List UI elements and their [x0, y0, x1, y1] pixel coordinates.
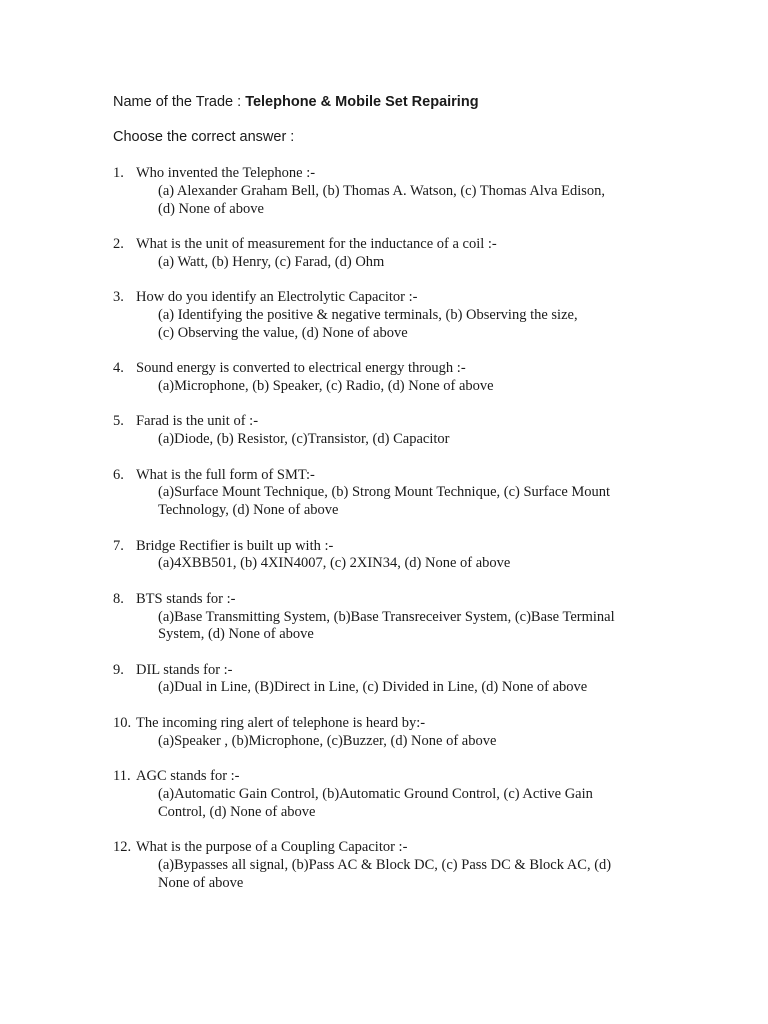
question-item [113, 289, 653, 342]
question-number: 2. [113, 235, 124, 252]
question-number: 1. [113, 165, 124, 181]
question-number: 3. [113, 289, 124, 306]
option-line: (a)4XBB501, (b) 4XIN4007, (c) 2XIN34, (d) None of above [158, 555, 511, 572]
question-options [113, 484, 638, 520]
option-line: (a) Watt, (b) Henry, (c) Farad, (d) Ohm [158, 253, 385, 270]
question-options [113, 307, 638, 343]
question-number: 6. [113, 466, 124, 483]
option-line: None of above [158, 874, 244, 891]
question-text: Bridge Rectifier is built up with :- [136, 537, 334, 554]
option-line: (a)Automatic Gain Control, (b)Automatic Ground Control, (c) Active Gain [158, 785, 593, 802]
question-text: Sound energy is converted to electrical energy through :- [136, 360, 466, 377]
question-item [113, 839, 653, 892]
option-line: Control, (d) None of above [158, 803, 316, 820]
question-options [113, 431, 638, 449]
question-text: What is the purpose of a Coupling Capacitor :- [136, 839, 408, 856]
question-number: 10. [113, 714, 132, 731]
question-number: 12. [113, 839, 132, 856]
question-number: 4. [113, 360, 124, 377]
question-text: The incoming ring alert of telephone is heard by:- [136, 714, 426, 731]
option-line: (d) None of above [158, 200, 264, 217]
option-line: (a)Microphone, (b) Speaker, (c) Radio, (d) None of above [158, 377, 494, 394]
question-text: Who invented the Telephone :- [136, 165, 316, 181]
question-item [113, 467, 653, 520]
option-line: (a)Dual in Line, (B)Direct in Line, (c) Divided in Line, (d) None of above [158, 679, 588, 696]
question-text: DIL stands for :- [136, 661, 233, 678]
question-item [113, 165, 653, 218]
question-text: What is the unit of measurement for the inductance of a coil :- [136, 235, 497, 252]
question-item [113, 360, 653, 396]
question-item [113, 236, 653, 272]
option-line: (a)Base Transmitting System, (b)Base Transreceiver System, (c)Base Terminal [158, 608, 615, 625]
question-options [113, 609, 638, 645]
question-text: What is the full form of SMT:- [136, 466, 315, 483]
question-item [113, 768, 653, 821]
question-number: 9. [113, 661, 124, 678]
question-number: 8. [113, 590, 124, 607]
option-line: (a)Diode, (b) Resistor, (c)Transistor, (d) Capacitor [158, 431, 450, 448]
question-text: Farad is the unit of :- [136, 413, 259, 430]
instruction-text: Choose the correct answer : [113, 129, 295, 145]
question-item [113, 662, 653, 698]
question-text: BTS stands for :- [136, 590, 236, 607]
question-options [113, 857, 638, 893]
option-line: (a)Bypasses all signal, (b)Pass AC & Block DC, (c) Pass DC & Block AC, (d) [158, 856, 612, 873]
question-text: How do you identify an Electrolytic Capacitor :- [136, 289, 418, 306]
question-item [113, 538, 653, 574]
option-line: System, (d) None of above [158, 626, 314, 643]
question-number: 7. [113, 537, 124, 554]
option-line: (a) Identifying the positive & negative terminals, (b) Observing the size, [158, 306, 578, 323]
question-text: AGC stands for :- [136, 768, 240, 785]
question-item [113, 591, 653, 644]
option-line: (a)Surface Mount Technique, (b) Strong Mount Technique, (c) Surface Mount [158, 484, 611, 501]
trade-prefix: Name of the Trade : [113, 94, 246, 110]
question-options [113, 679, 638, 697]
option-line: (c) Observing the value, (d) None of above [158, 324, 408, 341]
question-options [113, 254, 638, 272]
option-line: (a) Alexander Graham Bell, (b) Thomas A. Watson, (c) Thomas Alva Edison, [158, 182, 606, 199]
question-options [113, 555, 638, 573]
question-options [113, 378, 638, 396]
trade-name: Telephone & Mobile Set Repairing [245, 94, 479, 110]
question-number: 11. [113, 768, 131, 785]
question-list [113, 165, 653, 910]
option-line: (a)Speaker , (b)Microphone, (c)Buzzer, (d) None of above [158, 732, 497, 749]
question-number: 5. [113, 413, 124, 430]
question-options [113, 183, 638, 219]
option-line: Technology, (d) None of above [158, 502, 339, 519]
question-options [113, 786, 638, 822]
trade-heading [113, 93, 479, 111]
question-item [113, 413, 653, 449]
question-options [113, 733, 638, 751]
question-item [113, 715, 653, 751]
